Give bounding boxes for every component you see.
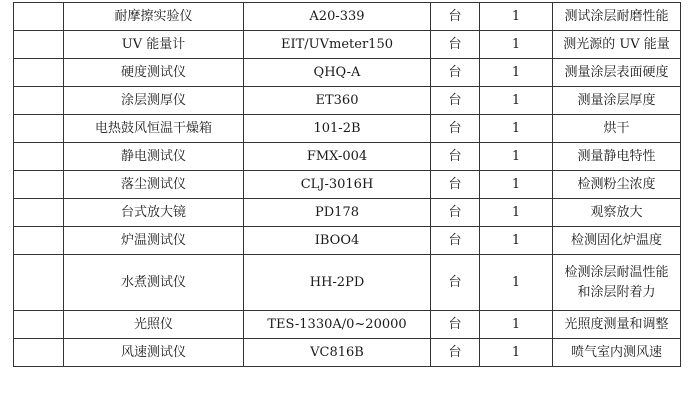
cell-purpose <box>553 171 681 199</box>
cell-model: A20-339 <box>244 3 431 31</box>
cell-number <box>14 59 64 87</box>
cell-unit: 台 <box>431 311 480 339</box>
cell-unit: 台 <box>431 31 480 59</box>
table-row <box>14 255 681 311</box>
cell-unit: 台 <box>431 339 480 367</box>
cell-instrument-name: 水煮测试仪 <box>64 255 244 311</box>
cell-instrument-name: 落尘测试仪 <box>64 171 244 199</box>
cell-quantity: 1 <box>480 199 553 227</box>
cell-purpose <box>553 3 681 31</box>
cell-model: ET360 <box>244 87 431 115</box>
table-row <box>14 311 681 339</box>
cell-number <box>14 31 64 59</box>
cell-quantity: 1 <box>480 339 553 367</box>
cell-unit: 台 <box>431 171 480 199</box>
cell-unit: 台 <box>431 143 480 171</box>
cell-instrument-name: 电热鼓风恒温干燥箱 <box>64 115 244 143</box>
cell-purpose <box>553 115 681 143</box>
cell-model: IBOO4 <box>244 227 431 255</box>
cell-number <box>14 143 64 171</box>
table-row <box>14 59 681 87</box>
cell-purpose <box>553 59 681 87</box>
cell-model: TES-1330A/0~20000 <box>244 311 431 339</box>
purpose-line: 检测涂层耐温性能 <box>564 264 669 280</box>
cell-instrument-name: 涂层测厚仪 <box>64 87 244 115</box>
cell-purpose <box>553 311 681 339</box>
cell-instrument-name: 耐摩擦实验仪 <box>64 3 244 31</box>
cell-model: 101-2B <box>244 115 431 143</box>
table-row <box>14 171 681 199</box>
cell-number <box>14 3 64 31</box>
purpose-line: 烘干 <box>603 120 630 136</box>
cell-quantity: 1 <box>480 227 553 255</box>
purpose-line: 喷气室内测风速 <box>570 344 662 360</box>
cell-unit: 台 <box>431 115 480 143</box>
cell-purpose <box>553 255 681 311</box>
cell-unit: 台 <box>431 3 480 31</box>
cell-purpose <box>553 31 681 59</box>
cell-instrument-name: 台式放大镜 <box>64 199 244 227</box>
cell-unit: 台 <box>431 227 480 255</box>
purpose-line: 测试涂层耐磨性能 <box>564 8 669 24</box>
purpose-line: 检测粉尘浓度 <box>577 176 656 192</box>
cell-instrument-name: 静电测试仪 <box>64 143 244 171</box>
table-row <box>14 115 681 143</box>
cell-number <box>14 171 64 199</box>
cell-model: FMX-004 <box>244 143 431 171</box>
cell-quantity: 1 <box>480 3 553 31</box>
cell-purpose <box>553 143 681 171</box>
cell-unit: 台 <box>431 255 480 311</box>
cell-quantity: 1 <box>480 59 553 87</box>
cell-instrument-name: 炉温测试仪 <box>64 227 244 255</box>
table-row <box>14 199 681 227</box>
cell-model: EIT/UVmeter150 <box>244 31 431 59</box>
cell-model: PD178 <box>244 199 431 227</box>
cell-model: VC816B <box>244 339 431 367</box>
cell-number <box>14 339 64 367</box>
cell-quantity: 1 <box>480 171 553 199</box>
cell-purpose <box>553 227 681 255</box>
equipment-table-body <box>14 3 681 367</box>
cell-quantity: 1 <box>480 143 553 171</box>
table-row <box>14 339 681 367</box>
cell-number <box>14 87 64 115</box>
cell-number <box>14 115 64 143</box>
purpose-line: 测光源的 UV 能量 <box>563 36 670 52</box>
purpose-line: 观察放大 <box>590 204 643 220</box>
cell-quantity: 1 <box>480 31 553 59</box>
cell-quantity: 1 <box>480 311 553 339</box>
cell-model: HH-2PD <box>244 255 431 311</box>
cell-instrument-name: 光照仪 <box>64 311 244 339</box>
cell-number <box>14 199 64 227</box>
cell-unit: 台 <box>431 87 480 115</box>
table-row <box>14 87 681 115</box>
purpose-line: 检测固化炉温度 <box>570 232 662 248</box>
table-row <box>14 31 681 59</box>
cell-unit: 台 <box>431 59 480 87</box>
purpose-line: 光照度测量和调整 <box>564 316 669 332</box>
cell-model: QHQ-A <box>244 59 431 87</box>
cell-purpose <box>553 199 681 227</box>
cell-purpose <box>553 339 681 367</box>
purpose-line: 测量涂层厚度 <box>577 92 656 108</box>
table-row <box>14 227 681 255</box>
table-row <box>14 3 681 31</box>
cell-instrument-name: 硬度测试仪 <box>64 59 244 87</box>
cell-number <box>14 227 64 255</box>
purpose-line: 和涂层附着力 <box>577 284 656 300</box>
cell-instrument-name: 风速测试仪 <box>64 339 244 367</box>
equipment-table <box>13 2 681 367</box>
cell-instrument-name: UV 能量计 <box>64 31 244 59</box>
purpose-line: 测量涂层表面硬度 <box>564 64 669 80</box>
cell-model: CLJ-3016H <box>244 171 431 199</box>
cell-quantity: 1 <box>480 87 553 115</box>
purpose-line: 测量静电特性 <box>577 148 656 164</box>
cell-unit: 台 <box>431 199 480 227</box>
cell-quantity: 1 <box>480 255 553 311</box>
cell-number <box>14 311 64 339</box>
cell-quantity: 1 <box>480 115 553 143</box>
cell-number <box>14 255 64 311</box>
table-row <box>14 143 681 171</box>
cell-purpose <box>553 87 681 115</box>
